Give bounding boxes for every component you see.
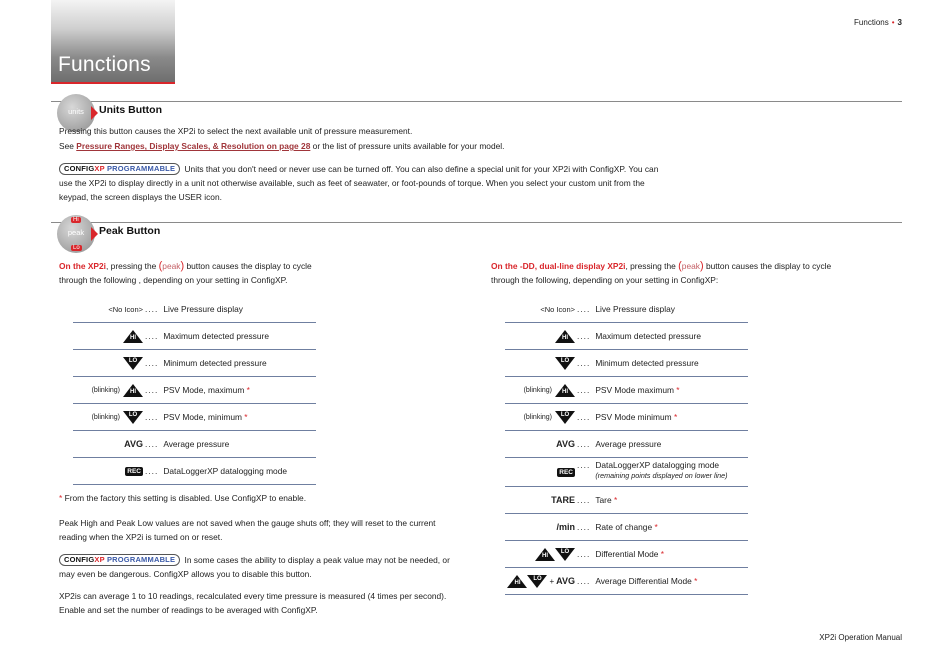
row-label: Differential Mode [595,549,659,559]
table-row [73,458,316,485]
left-intro-model: On the XP2i [59,261,107,271]
configxp-programmable-badge [59,554,180,566]
row-label: Minimum detected pressure [163,358,267,368]
dot-leader: .... [577,385,591,395]
units-section-title: Units Button [99,104,162,116]
left-intro-mid: , pressing the [106,261,159,271]
hi-icon: HI [555,330,575,343]
left-intro: On the XP2i, pressing the (peak) button causes the display to cycle through the following , depending on your setting in ConfigXP. [59,260,312,285]
notch-icon [91,106,98,120]
table-row [73,323,316,350]
asterisk: * [660,549,665,559]
hi-icon: HI [123,330,143,343]
para3-line-2: Enable and set the number of readings to be averaged with ConfigXP. [59,605,318,615]
table-row [505,431,748,458]
running-header-label: Functions [854,18,889,27]
section-divider [51,101,902,102]
peak-icon-hi: Hi [73,217,79,223]
para3-line-1: XP2is can average 1 to 10 readings, recalculated every time pressure is measured (4 times per second). [59,591,447,601]
dot-leader: .... [145,385,159,395]
asterisk: * [676,385,680,395]
dot-leader: .... [577,460,591,470]
configxp-programmable: PROGRAMMABLE [104,164,176,173]
page-number: 3 [897,18,902,27]
asterisk: * [613,495,618,505]
dot-leader: .... [577,495,591,505]
section-divider [51,222,902,223]
row-label: Average Differential Mode [595,576,692,586]
asterisk: * [246,385,250,395]
left-intro-line-2: through the following , depending on your setting in ConfigXP. [59,275,288,285]
row-label: Rate of change [595,522,653,532]
units-line-2-pre: See [59,141,77,151]
dot-leader: .... [577,358,591,368]
left-intro-post: button causes the display to cycle [184,261,312,271]
lo-icon: LO [555,357,575,370]
para2-line-1: In some cases the ability to display a peak value may not be needed, or [182,555,450,565]
hi-icon: HI [535,548,555,561]
lo-icon: LO [555,411,575,424]
peak-key-word: peak [162,261,181,271]
table-row [505,377,748,404]
dot-leader: .... [577,576,591,586]
blinking-label: (blinking) [91,386,120,394]
blinking-label: (blinking) [523,413,552,421]
lo-icon: LO [555,548,575,561]
notch-icon [91,227,98,241]
avg-icon: AVG [124,439,143,449]
table-row [505,296,748,323]
avg-icon: AVG [556,576,575,586]
asterisk: * [244,412,248,422]
row-label: Live Pressure display [163,304,243,314]
asterisk: * [59,493,63,503]
row-label: Tare [595,495,612,505]
table-row [505,487,748,514]
configxp-programmable-badge [59,163,180,175]
asterisk: * [673,412,678,422]
footnote-text: From the factory this setting is disabled. Use ConfigXP to enable. [62,493,307,503]
dot-leader: .... [145,358,159,368]
manual-title-footer: XP2i Operation Manual [819,633,902,642]
table-row [73,404,316,431]
blinking-label: (blinking) [91,413,120,421]
units-line-2-post: or the list of pressure units available for your model. [310,141,505,151]
para2-line-2: may even be dangerous. ConfigXP allows you to disable this button. [59,569,312,579]
bullet-icon: • [891,18,895,27]
plus-sign: + [549,576,555,586]
dot-leader: .... [145,439,159,449]
no-icon-label: <No Icon> [540,304,575,314]
row-label: Maximum detected pressure [595,331,701,341]
dot-leader: .... [145,412,159,422]
row-sublabel: (remaining points displayed on lower line) [595,471,728,480]
table-row [505,323,748,350]
peak-icon-lo: Lo [73,245,80,251]
rec-icon: REC [127,467,141,475]
peak-section-title: Peak Button [99,225,161,237]
hi-icon: HI [123,384,143,397]
row-label: DataLoggerXP datalogging mode [163,466,288,476]
peak-button-icon [57,215,95,253]
dot-leader: .... [577,522,591,532]
table-row [73,377,316,404]
per-minute-icon: /min [556,522,575,532]
left-peak-table [73,296,316,485]
dot-leader: .... [577,331,591,341]
configxp-word: CONFIG [64,164,95,173]
right-intro-line-2: through the following, depending on your setting in ConfigXP: [491,275,719,285]
dot-leader: .... [577,439,591,449]
table-row [505,350,748,377]
peak-reset-paragraph [59,516,435,544]
row-label: Minimum detected pressure [595,358,699,368]
row-label: Average pressure [163,439,230,449]
right-peak-table [505,296,748,595]
blinking-label: (blinking) [523,386,552,394]
dot-leader: .... [145,466,159,476]
units-icon-label: units [68,107,84,116]
right-intro-mid: , pressing the [625,261,679,271]
averaging-paragraph [59,589,446,617]
table-row [73,431,316,458]
dot-leader: .... [577,304,591,314]
table-row [505,458,748,487]
dot-leader: .... [145,304,159,314]
table-row [505,541,748,568]
row-label: PSV Mode maximum [595,385,674,395]
right-intro-model: On the -DD, dual-line display XP2i [491,261,626,271]
row-label: Average pressure [595,439,662,449]
units-para-line-2: use the XP2i to display directly in a unit not otherwise available, such as feet of seawater, or foot-pounds of torque. When you select your custom unit from the [59,178,645,188]
no-icon-label: <No Icon> [108,304,143,314]
hi-icon: HI [555,384,575,397]
configxp-xp: XP [94,164,105,173]
para1-line-1: Peak High and Peak Low values are not saved when the gauge shuts off; they will reset to the current [59,518,436,528]
tare-icon: TARE [551,495,575,505]
configxp-xp: XP [94,555,105,564]
pressure-ranges-link[interactable]: Pressure Ranges, Display Scales, & Resolution on page 28 [76,141,311,151]
table-row [505,514,748,541]
units-para-line-1: Units that you don't need or never use can be turned off. You can also define a special unit for your XP2i with ConfigXP. You can [182,164,659,174]
table-row [73,296,316,323]
units-line-2 [59,139,504,153]
row-label: Live Pressure display [595,304,675,314]
right-intro: On the -DD, dual-line display XP2i, pressing the (peak) button causes the display to cycle through the following, depending on your setting in ConfigXP: [491,260,832,285]
rec-icon: REC [559,468,573,476]
lo-icon: LO [527,575,547,588]
peak-icon-label: peak [67,228,85,237]
right-intro-post: button causes the display to cycle [703,261,832,271]
asterisk: * [694,576,698,586]
asterisk: * [654,522,658,532]
para1-line-2: reading when the XP2i is turned on or reset. [59,532,223,542]
lo-icon: LO [123,411,143,424]
configxp-programmable: PROGRAMMABLE [104,555,176,564]
dot-leader: .... [577,549,591,559]
table-row [505,568,748,595]
row-label: Maximum detected pressure [163,331,269,341]
page-title: Functions [58,53,151,76]
table-row [73,350,316,377]
peak-key-word: peak [681,261,700,271]
dot-leader: .... [145,331,159,341]
running-header [854,18,902,27]
avg-icon: AVG [556,439,575,449]
units-configxp-paragraph [59,162,699,204]
row-label: DataLoggerXP datalogging mode [595,460,720,470]
hi-icon: HI [507,575,527,588]
row-label: PSV Mode, maximum [163,385,245,395]
table-row [505,404,748,431]
footnote [59,491,306,505]
row-label: PSV Mode, minimum [163,412,242,422]
lo-icon: LO [123,357,143,370]
dot-leader: .... [577,412,591,422]
section-header-tab [51,0,175,84]
units-line-1: Pressing this button causes the XP2i to select the next available unit of pressure measurement. [59,126,413,136]
units-para-line-3: keypad, the screen displays the USER icon. [59,192,222,202]
configxp-word: CONFIG [64,555,95,564]
peak-configxp-paragraph [59,553,450,581]
row-label: PSV Mode minimum [595,412,672,422]
